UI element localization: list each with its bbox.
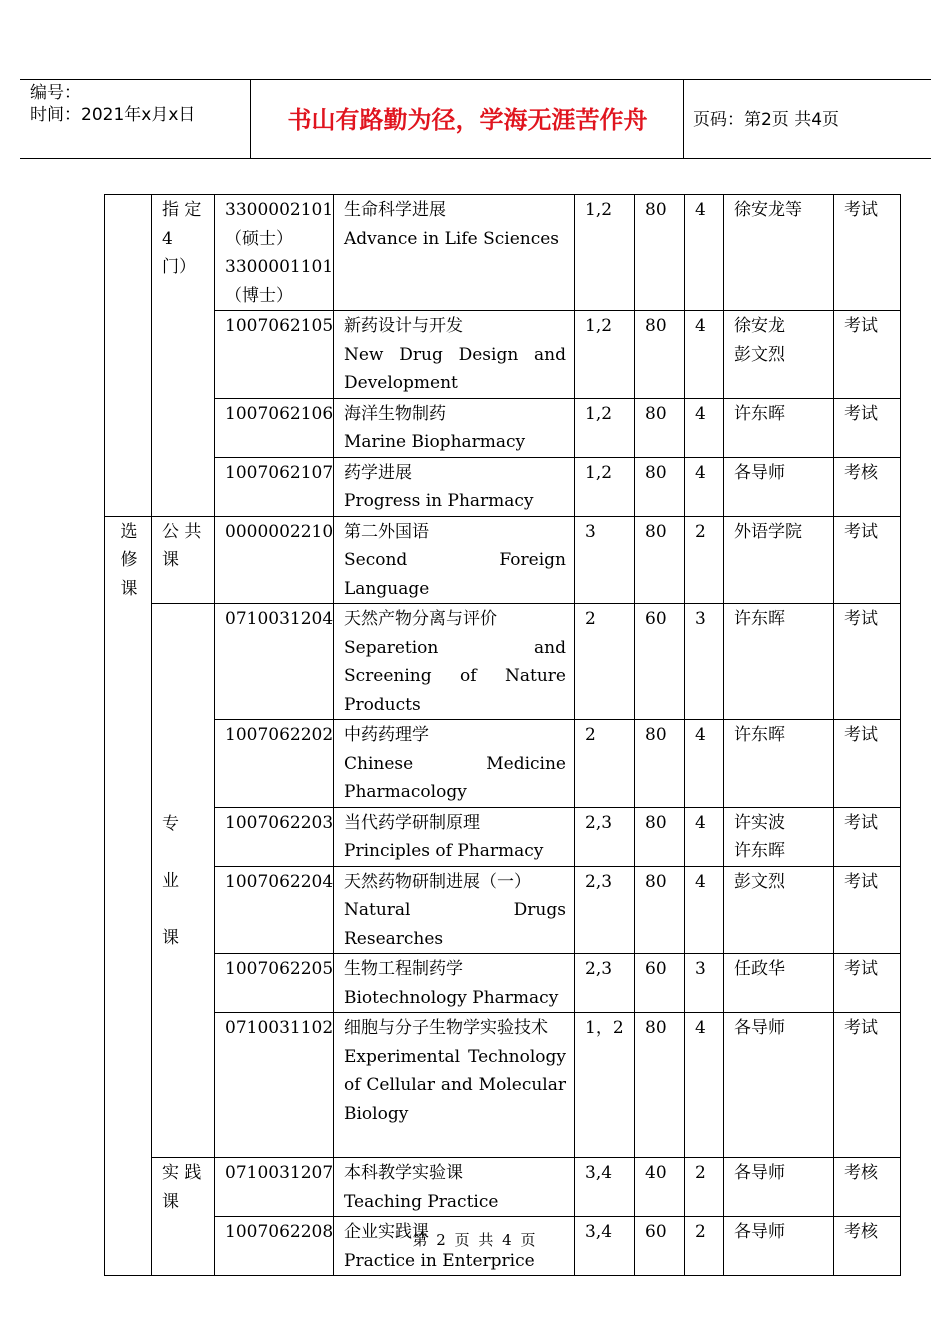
course-code: 0000002210 — [215, 516, 334, 604]
class-hours: 80 — [635, 311, 685, 399]
assessment: 考试 — [834, 195, 901, 311]
class-hours: 80 — [635, 516, 685, 604]
assessment: 考试 — [834, 954, 901, 1013]
semester: 2,3 — [575, 954, 635, 1013]
semester: 2 — [575, 604, 635, 720]
credits: 2 — [685, 1158, 724, 1217]
credits: 2 — [685, 1217, 724, 1276]
header-page-label: 页码：第2页 共4页 — [693, 110, 840, 130]
assessment: 考试 — [834, 398, 901, 457]
table-row — [105, 1158, 901, 1217]
teacher: 外语学院 — [724, 516, 834, 604]
assessment: 考核 — [834, 457, 901, 516]
credits: 4 — [685, 398, 724, 457]
course-name: 细胞与分子生物学实验技术 Experimental Technology of Cellular and Molecular Biology — [334, 1013, 575, 1158]
teacher: 各导师 — [724, 1217, 834, 1276]
credits: 3 — [685, 604, 724, 720]
class-hours: 60 — [635, 954, 685, 1013]
group-designated: 指 定 4 门） — [152, 195, 215, 517]
course-name: 企业实践课 Practice in Enterprice — [334, 1217, 575, 1276]
assessment: 考试 — [834, 1013, 901, 1158]
credits: 4 — [685, 720, 724, 808]
credits: 4 — [685, 457, 724, 516]
course-name: 天然药物研制进展（一） Natural Drugs Researches — [334, 866, 575, 954]
assessment: 考试 — [834, 720, 901, 808]
table-row — [105, 954, 901, 1013]
teacher: 许东晖 — [724, 604, 834, 720]
assessment: 考试 — [834, 604, 901, 720]
course-name: 当代药学研制原理 Principles of Pharmacy — [334, 807, 575, 866]
class-hours: 80 — [635, 807, 685, 866]
class-hours: 80 — [635, 1013, 685, 1158]
course-code: 1007062107 — [215, 457, 334, 516]
course-code: 1007062106 — [215, 398, 334, 457]
course-name: 药学进展 Progress in Pharmacy — [334, 457, 575, 516]
semester: 1,2 — [575, 398, 635, 457]
course-name: 第二外国语 Second Foreign Language — [334, 516, 575, 604]
semester: 1，2 — [575, 1013, 635, 1158]
credits: 4 — [685, 195, 724, 311]
semester: 3,4 — [575, 1158, 635, 1217]
semester: 3,4 — [575, 1217, 635, 1276]
number-label: 编号： — [30, 83, 81, 103]
header-meta — [20, 80, 251, 158]
course-name: 中药药理学 Chinese Medicine Pharmacology — [334, 720, 575, 808]
credits: 4 — [685, 311, 724, 399]
credits: 3 — [685, 954, 724, 1013]
class-hours: 80 — [635, 398, 685, 457]
category-elective: 选 修 课 — [105, 516, 152, 1276]
semester: 1,2 — [575, 311, 635, 399]
teacher: 许东晖 — [724, 398, 834, 457]
table-row — [105, 807, 901, 866]
table-row — [105, 457, 901, 516]
assessment: 考核 — [834, 1217, 901, 1276]
group-public: 公 共 课 — [152, 516, 215, 604]
teacher: 徐安龙 彭文烈 — [724, 311, 834, 399]
course-name: 生命科学进展 Advance in Life Sciences — [334, 195, 575, 311]
course-name: 新药设计与开发 New Drug Design and Development — [334, 311, 575, 399]
table-row — [105, 866, 901, 954]
course-name: 本科教学实验课 Teaching Practice — [334, 1158, 575, 1217]
class-hours: 80 — [635, 457, 685, 516]
course-code: 1007062204 — [215, 866, 334, 954]
class-hours: 80 — [635, 195, 685, 311]
credits: 4 — [685, 1013, 724, 1158]
credits: 4 — [685, 807, 724, 866]
time-label: 时间：2021年x月x日 — [30, 105, 196, 125]
course-code: 0710031207 — [215, 1158, 334, 1217]
class-hours: 80 — [635, 866, 685, 954]
group-major: 专 业 课 — [152, 604, 215, 1158]
semester: 2,3 — [575, 807, 635, 866]
semester: 2,3 — [575, 866, 635, 954]
class-hours: 60 — [635, 1217, 685, 1276]
table-row — [105, 720, 901, 808]
table-row — [105, 195, 901, 311]
assessment: 考试 — [834, 807, 901, 866]
teacher: 徐安龙等 — [724, 195, 834, 311]
header-motto: 书山有路勤为径，学海无涯苦作舟 — [252, 80, 684, 158]
course-name: 海洋生物制药 Marine Biopharmacy — [334, 398, 575, 457]
course-code: 0710031204 — [215, 604, 334, 720]
category-cell-required — [105, 195, 152, 517]
table-row — [105, 604, 901, 720]
table-row — [105, 398, 901, 457]
teacher: 彭文烈 — [724, 866, 834, 954]
page-footer: 第 2 页 共 4 页 — [412, 1231, 538, 1249]
class-hours: 80 — [635, 720, 685, 808]
course-code: 3300002101 （硕士） 3300001101 （博士） — [215, 195, 334, 311]
table-row — [105, 516, 901, 604]
course-code: 1007062205 — [215, 954, 334, 1013]
credits: 4 — [685, 866, 724, 954]
teacher: 许实波 许东晖 — [724, 807, 834, 866]
assessment: 考试 — [834, 516, 901, 604]
semester: 3 — [575, 516, 635, 604]
course-table — [104, 194, 901, 1276]
course-code: 1007062202 — [215, 720, 334, 808]
assessment: 考试 — [834, 311, 901, 399]
teacher: 许东晖 — [724, 720, 834, 808]
semester: 2 — [575, 720, 635, 808]
course-code: 1007062208 — [215, 1217, 334, 1276]
semester: 1,2 — [575, 457, 635, 516]
course-code: 1007062105 — [215, 311, 334, 399]
assessment: 考核 — [834, 1158, 901, 1217]
course-code: 1007062203 — [215, 807, 334, 866]
teacher: 各导师 — [724, 457, 834, 516]
table-row — [105, 311, 901, 399]
course-code: 0710031102 — [215, 1013, 334, 1158]
class-hours: 40 — [635, 1158, 685, 1217]
teacher: 各导师 — [724, 1013, 834, 1158]
semester: 1,2 — [575, 195, 635, 311]
teacher: 任政华 — [724, 954, 834, 1013]
table-row — [105, 1013, 901, 1158]
page-header — [20, 79, 931, 159]
course-name: 生物工程制药学 Biotechnology Pharmacy — [334, 954, 575, 1013]
group-practice: 实 践 课 — [152, 1158, 215, 1276]
class-hours: 60 — [635, 604, 685, 720]
teacher: 各导师 — [724, 1158, 834, 1217]
assessment: 考试 — [834, 866, 901, 954]
course-name: 天然产物分离与评价 Separetion and Screening of Nature Products — [334, 604, 575, 720]
credits: 2 — [685, 516, 724, 604]
